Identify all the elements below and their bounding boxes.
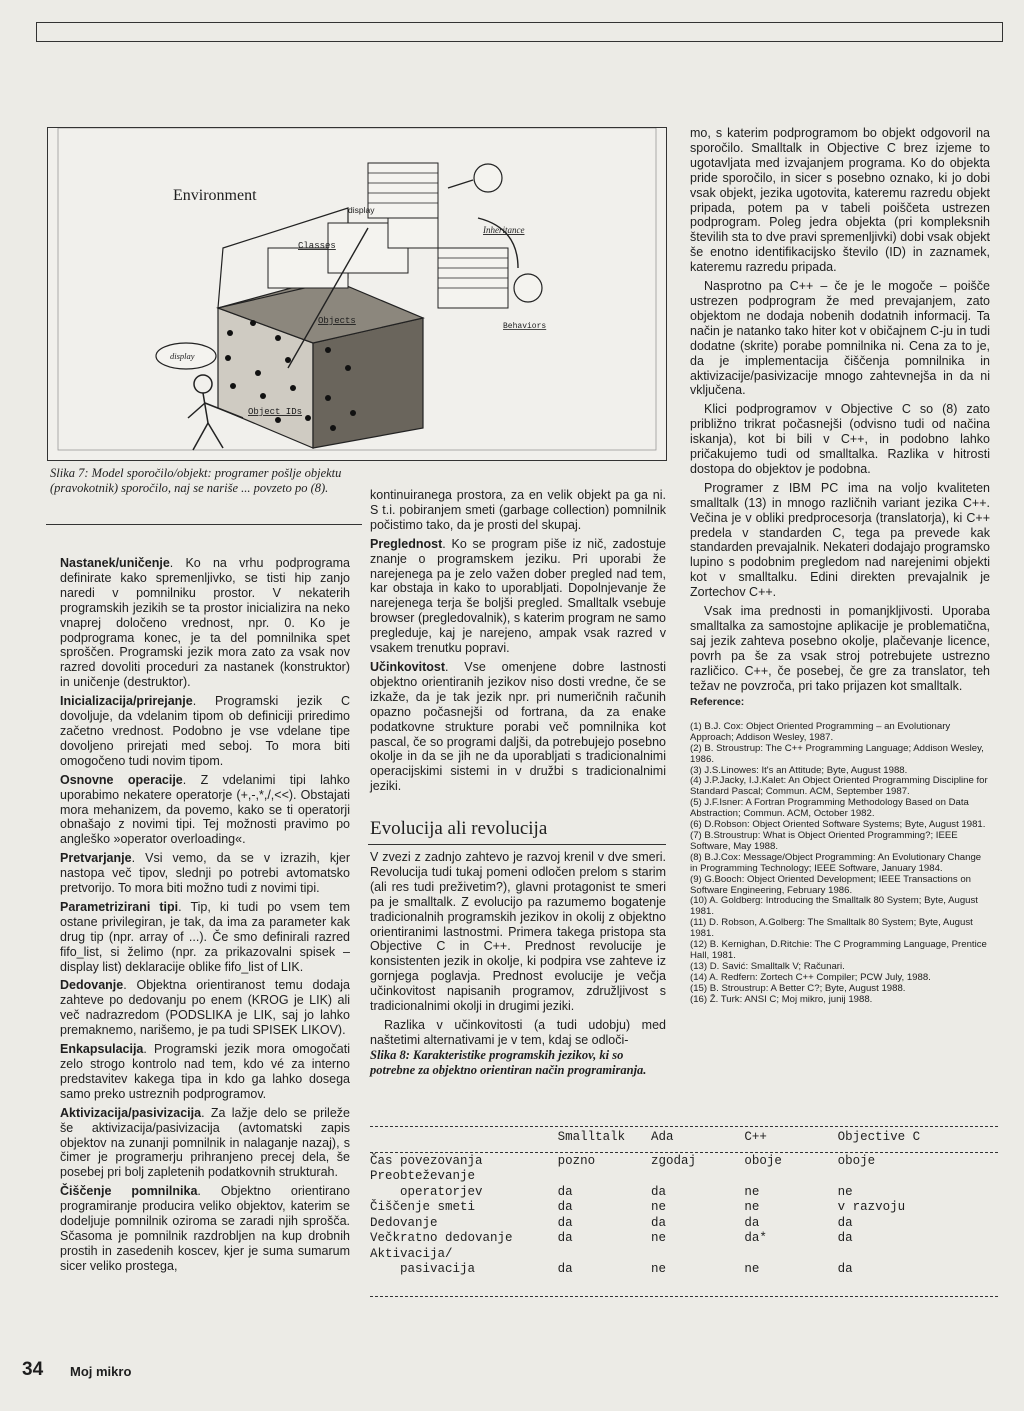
- para-right-5: Vsak ima prednosti in pomanjkljivosti. Uporaba smalltalka za samostojne aplikacije je problematična, saj jezik zahteva posebno okolje, plačevanje licence, povrh pa še za vsak stroj potrebujete ustrezno različico. C++, če posebej, če gre za translator, teh težav ne povzroča, pri tako prijazen kot smalltalk.: [690, 604, 990, 693]
- reference-item: (9) G.Booch: Object Oriented Development; IEEE Transactions on Software Engineering, February 1986.: [690, 873, 972, 896]
- table-top-rule: [370, 1126, 998, 1127]
- reference-item: (5) J.F.Isner: A Fortran Programming Methodology Based on Data Abstraction; Commun. ACM, October 1982.: [690, 797, 969, 820]
- table-cell: da: [557, 1200, 573, 1214]
- middle-column-after-heading: [370, 850, 666, 1052]
- table-cell: [558, 1247, 651, 1263]
- table-cell: [744, 1247, 837, 1263]
- table-cell: ne: [744, 1262, 760, 1276]
- table-cell: da: [837, 1215, 853, 1230]
- figure8-caption: Slika 8: Karakteristike programskih jezikov, ki so potrebne za objektno orientiran način programiranja.: [370, 1048, 647, 1077]
- table-cell: da: [651, 1215, 667, 1230]
- table-cell: da: [557, 1215, 573, 1230]
- reference-item: (4) J.P.Jacky, I.J.Kalet: An Object Oriented Programming Discipline for Standard Pascal; Commun. ACM, September 1987.: [690, 775, 988, 798]
- table-row: [370, 1231, 1000, 1247]
- table-row: [370, 1200, 1000, 1216]
- reference-item: (8) B.J.Cox: Message/Object Programming: An Evolutionary Change in Programming Technology; IEEE Software, January 1984.: [690, 851, 982, 874]
- table-header: Smalltalk: [557, 1130, 626, 1144]
- para-ucinkovitost: Učinkovitost. Vse omenjene dobre lastnosti objektno orientiranih jezikov niso dosti vredne, če se izkaže, da je tak jezik npr. pri numeričnih računih opazno počasnejši od fortrana, da za enake podatkovne strukture porabi več pomnilnika kot pascal, če so programi daljši, da potrebujejo posebno okolje in da se jih ne da uporabljati s tradicionalnimi operacijskimi sistemi in v družbi s tradicionalnimi jeziki.: [370, 659, 666, 794]
- table-bottom-rule: [370, 1296, 998, 1297]
- table-cell: Preobteževanje: [370, 1169, 476, 1183]
- table-cell: da: [837, 1262, 853, 1276]
- table-cell: operatorjev: [370, 1184, 483, 1199]
- table-cell: da: [837, 1231, 853, 1245]
- table-cell: zgodaj: [651, 1153, 697, 1168]
- reference-item: (1) B.J. Cox: Object Oriented Programming – an Evolutionary Approach; Addison Wesley, 1987.: [690, 720, 951, 743]
- table-cell: pasivacija: [370, 1262, 476, 1276]
- table-cell: ne: [837, 1184, 853, 1199]
- reference-item: (11) D. Robson, A.Golberg: The Smalltalk 80 System; Byte, August 1981.: [690, 917, 973, 940]
- figure-environment: [47, 127, 667, 461]
- magazine-name: Moj mikro: [70, 1364, 132, 1379]
- table-cell: oboje: [744, 1153, 782, 1168]
- para-razlika: Razlika v učinkovitosti (a tudi udobju) med naštetimi alternativami je v tem, kdaj se odloči-: [370, 1017, 666, 1047]
- reference-item: (6) D.Robson: Object Oriented Software Systems; Byte, August 1981.: [690, 819, 986, 831]
- reference-item: (14) A. Redfern: Zortech C++ Compiler; PCW July, 1988.: [690, 971, 931, 983]
- table-cell: da: [651, 1184, 667, 1199]
- table-cell: ne: [744, 1184, 760, 1199]
- table-header: Objective C: [837, 1130, 921, 1144]
- table-cell: ne: [651, 1262, 667, 1276]
- table-cell: ne: [651, 1231, 667, 1245]
- right-column: [690, 126, 990, 698]
- para-preglednost: Preglednost. Ko se program piše iz nič, zadostuje znanje o programskem jeziku. Pri uporabi že narejenega pa je zelo važen dober pregled nad tem, kar obstaja in kako to uporabljati. Dopolnjevanje že narejenega terja še boljši pregled. Smalltalk vsebuje browser (pregledovalnik), s katerim program ne samo pregleduje, kaj je narejeno, ampak vsak razred v vsakem trenutku popravi.: [370, 536, 666, 656]
- table-cell: da: [557, 1262, 573, 1276]
- para-kontinuiranega: kontinuiranega prostora, za en velik objekt pa ga ni. S t.i. pobiranjem smeti (garbage collection) pomnilnik počistimo tako, da je prosti del skupaj.: [370, 488, 666, 532]
- table-cell: [651, 1169, 744, 1185]
- table-cell: da: [557, 1231, 573, 1245]
- left-column: [60, 556, 350, 1278]
- middle-column: [370, 488, 666, 798]
- reference-item: (7) B.Stroustrup: What is Object Oriented Programming?; IEEE Software, May 1988.: [690, 829, 958, 852]
- para-nastanek: Nastanek/uničenje. Ko na vrhu podprograma definirate kako spremenljivko, se tisti hip zanjo naredi v pomnilniku prostor. V nekaterih programskih jezikih se ta prostor inicializira na neko vnaprej določeno vrednost, npr. 0. Ko je podprograma konec, je ta del pomnilnika spet sproščen. Programski jezik mora zato za vsak nov razred dovoliti proceduri za nastanek (konstruktor) in uničenje (destruktor).: [60, 556, 350, 690]
- table-row: [370, 1216, 1000, 1232]
- table-header: [370, 1130, 558, 1146]
- table-cell: da: [557, 1184, 573, 1199]
- table-cell: ne: [651, 1200, 667, 1214]
- table-cell: oboje: [837, 1153, 876, 1168]
- table-cell: da: [744, 1215, 760, 1230]
- reference-item: (15) B. Stroustrup: A Better C?; Byte, August 1988.: [690, 982, 906, 994]
- table-cell: [651, 1247, 744, 1263]
- para-inicializacija: Inicializacija/prirejanje. Programski jezik C dovoljuje, da vdelanim tipom ob definiciji priredimo začetno vrednost. Podobno je vse vdelane tipe dovoljeno prirejati med seboj. To mora biti omogočeno tudi novim tipom.: [60, 694, 350, 768]
- label-environment: Environment: [173, 187, 257, 204]
- label-objects: Objects: [318, 316, 356, 326]
- table-cell: v razvoju: [837, 1200, 906, 1214]
- reference-item: (16) Ž. Turk: ANSI C; Moj mikro, junij 1988.: [690, 993, 873, 1005]
- table-cell: Čas povezovanja: [370, 1153, 483, 1168]
- table-cell: Aktivacija/: [370, 1246, 453, 1261]
- label-object-ids: Object IDs: [248, 407, 303, 417]
- table-header: C++: [744, 1130, 767, 1144]
- para-right-4: Programer z IBM PC ima na voljo kvaliteten smalltalk (13) in mnogo različnih variant jezika C++. Večina je v obliki predprocesorja (translatorja), ki C++ predela v standarden C, tega pa prevede kak standarden prevajalnik. Nekateri dodajajo programsko lupino s podobnim pregledom nad narejenimi objekti kot v smalltalku. Edini direkten prevajalnik je Zortechov C++.: [690, 480, 990, 600]
- table-row: [370, 1154, 1000, 1170]
- para-ciscenje: Čiščenje pomnilnika. Objektno orientirano programiranje producira veliko objektov, katerim se dodeljuje pomnilnik oziroma se zaradi njih sprošča. Sčasoma je pomnilnik razdrobljen na kup drobnih prostih in zasedenih koscev, kjer je suma sumarum sicer veliko prostega,: [60, 1184, 350, 1273]
- references-title: Reference:: [690, 696, 745, 708]
- table-row: [370, 1247, 1000, 1263]
- page-number: 34: [22, 1359, 44, 1380]
- table-header: Ada: [651, 1130, 674, 1144]
- heading-rule: [368, 844, 666, 845]
- para-right-3: Klici podprogramov v Objective C so (8) zato približno trikrat počasnejši (odvisno tudi od načina iskanja), kot bi bili v C++, in podobno lahko pričakujemo tudi od smalltalka. Razlika v hitrosti dostopa do objektov je podobna.: [690, 402, 990, 476]
- label-behaviors: Behaviors: [503, 322, 547, 331]
- label-classes: Classes: [298, 241, 336, 251]
- references: [690, 697, 990, 1005]
- table-cell: [744, 1169, 837, 1185]
- label-inheritance: Inheritance: [483, 225, 525, 235]
- table-cell: Čiščenje smeti: [370, 1200, 476, 1214]
- table-cell: Dedovanje: [370, 1215, 438, 1230]
- table-row: [370, 1169, 1000, 1185]
- top-frame: [36, 22, 1003, 42]
- table-header-rule: [370, 1152, 998, 1153]
- environment-illustration: [48, 128, 666, 460]
- label-speech: display: [170, 351, 195, 361]
- reference-item: (12) B. Kernighan, D.Ritchie: The C Programming Language, Prentice Hall, 1981.: [690, 939, 987, 961]
- table-cell: ne: [744, 1200, 760, 1214]
- table-cell: pozno: [557, 1153, 596, 1168]
- para-enkapsulacija: Enkapsulacija. Programski jezik mora omogočati zelo strogo kontrolo nad tem, kdo vé za interno predstavitev kakega tipa in kdo ga lahko dosega samo preko ustreznih podprogramov.: [60, 1042, 350, 1101]
- table-cell: da*: [744, 1231, 767, 1245]
- para-evolucija: V zvezi z zadnjo zahtevo je razvoj krenil v dve smeri. Revolucija tudi tukaj pomeni odločen prelom s starim (ali res tudi preživetim?), glavni protagonist te smeri pa je smalltalk. Z evolucijo pa razumemo bogatenje tradicionalnih programskih jezikov in okolij z objektno orientiranimi lastnostmi. Primera takega pristopa sta Objective C in C++. Prednost revolucije je konsistenten jezik in okolje, ki podpira vse zahteve iz gornjega poglavja. Prednost evolucije je večja učinkovitost napisanih programov, združljivost s tradicionalnimi okolji in drugimi jeziki.: [370, 850, 666, 1014]
- table-header-row: [370, 1130, 1000, 1146]
- table-cell: [558, 1169, 651, 1185]
- caption-rule: [46, 524, 362, 525]
- reference-item: (3) J.S.Linowes: It's an Attitude; Byte, August 1988.: [690, 764, 908, 776]
- para-dedovanje: Dedovanje. Objektna orientiranost temu dodaja zahteve po dedovanju po enem (KROG je LIK) ali več nadrazredom (PODSLIKA je LIK, saj jo lahko premaknemo, narišemo, je pa tudi SPISEK LIKOV).: [60, 978, 350, 1038]
- section-heading: Evolucija ali revolucija: [370, 818, 548, 839]
- table-cell: [838, 1169, 1000, 1185]
- para-aktivizacija: Aktivizacija/pasivizacija. Za lažje delo se prileže še aktivizacija/pasivizacija (avtomatski zapis objektov na zunanji pomnilnik in nalaganje nazaj), s čimer je programerju prihranjeno precej dela, še posebej pri bolj zapletenih podatkovnih strukturah.: [60, 1105, 350, 1180]
- reference-item: (10) A. Goldberg: Introducing the Smalltalk 80 System; Byte, August 1981.: [690, 895, 978, 918]
- reference-item: (13) D. Savić: Smalltalk V; Računari.: [690, 960, 845, 972]
- table-row: [370, 1185, 1000, 1201]
- para-parametrizirani: Parametrizirani tipi. Tip, ki tudi po vsem tem ostane privilegiran, je tak, da ima za parameter kak drug tip (npr. array of ...). Če smo definirali razred fifo_list, si želimo (npr. za prikazovalni spisek – display list) deklaracije oblike fifo_list of LIK.: [60, 899, 350, 974]
- table-cell: [838, 1247, 1000, 1263]
- para-operacije: Osnovne operacije. Z vdelanimi tipi lahko uporabimo nekatere operatorje (+,-,*,/,<<). Obstajati mora mehanizem, da povemo, kako se ti operatorji obnašajo z novimi tipi. Tej možnosti pravimo po angleško »operator overloading«.: [60, 772, 350, 847]
- para-pretvarjanje: Pretvarjanje. Vsi vemo, da se v izrazih, kjer nastopa več tipov, slednji po potrebi avtomatsko pretvorijo. To mora biti možno tudi z novimi tipi.: [60, 851, 350, 896]
- table-row: [370, 1262, 1000, 1278]
- figure7-caption: Slika 7: Model sporočilo/objekt: programer pošlje objektu (pravokotnik) sporočilo, naj se nariše ... povzeto po (8).: [50, 466, 342, 495]
- para-right-1: mo, s katerim podprogramom bo objekt odgovoril na sporočilo. Smalltalk in Objective C brez izjeme to ugotavljata med izvajanjem programa. Ko do objekta pride sporočilo, in sicer s posebno oznako, ki jo dobi vsak objekt, jezika ugotovita, kateremu razredu objekt pripada, potem pa v tabeli poiščeta ustrezen podprogram. Poleg jedra objekta (pri kompleksnih številih sta to dve pravi spremenljivki) dobi vsak objekt še enotno identifikacijsko število (ID) in zaznamek, kateremu razredu pripada.: [690, 126, 990, 275]
- para-right-2: Nasprotno pa C++ – če je le mogoče – poišče ustrezen podprogram že med prevajanjem, zato objektom ne dodaja nobenih dodatnih informacij. Ta način je natanko tako hiter kot v običajnem C-ju in tudi dodatne (skrite) porabe pomnilnika ni. Cena za to je, da je implementacija čiščenja pomnilnika in aktivizacije/pasivizacije mnogo zahtevnejša in da ni vključena.: [690, 279, 990, 398]
- table-cell: Večkratno dedovanje: [370, 1231, 513, 1245]
- label-display: display: [348, 205, 375, 215]
- reference-item: (2) B. Stroustrup: The C++ Programming Language; Addison Wesley, 1986.: [690, 742, 984, 765]
